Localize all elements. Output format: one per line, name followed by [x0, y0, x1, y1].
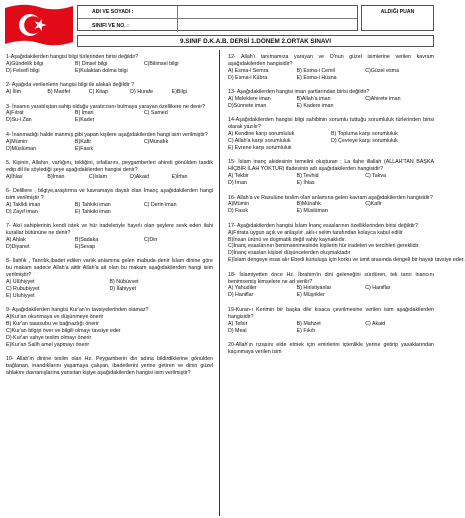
question-block	[6, 356, 213, 377]
answer-option[interactable]: D)Akaid	[130, 173, 150, 180]
question-block	[6, 132, 213, 153]
answer-options	[6, 174, 213, 181]
question-block	[6, 223, 213, 251]
answer-option[interactable]: D) Meal	[228, 327, 247, 334]
answer-option[interactable]: A)Fıtrata uygun açık ve anlaşılır ,aklı-ı selim tarafından kolayca kabul edilir	[228, 229, 403, 236]
question-text: 4- İnanmadığı halde inanmış gibi yapan kişilere aşağıdakilerden hangi isim verilmiştir?	[6, 131, 208, 138]
exam-header	[3, 2, 436, 48]
question-block	[228, 117, 434, 152]
answer-option[interactable]: A) Meleklere iman	[228, 96, 271, 103]
question-block	[228, 195, 434, 216]
question-block	[228, 54, 434, 82]
answer-option[interactable]: E) Müşrikler	[296, 292, 325, 299]
answer-option[interactable]: C) Akaid	[365, 320, 386, 327]
answer-option[interactable]: C)Münafık	[143, 138, 169, 145]
answer-options	[228, 201, 434, 215]
answer-options	[6, 314, 213, 349]
question-text: 20-Allah'ın rızasını elde etmek için emirlerini içtenlikle yerine getirip yasaklarından kaçınmaya verilen isim	[228, 341, 434, 355]
answer-option[interactable]: B) Tahkiki iman	[74, 202, 111, 208]
answer-option[interactable]: C)Güzel esma	[365, 67, 400, 74]
answer-option[interactable]: C)İnanç esaslarının benimsenmesinde kişilerin hür iradeleri ve tercihleri gereklidir	[228, 243, 419, 250]
answer-option[interactable]: C)Bilimsel bilgi	[143, 60, 179, 67]
answer-option[interactable]: E) Tahkiki iman	[74, 208, 111, 215]
answer-option[interactable]: D)Diyanet	[6, 244, 30, 251]
name-field[interactable]	[178, 6, 357, 18]
answer-options	[6, 279, 213, 300]
answer-option[interactable]: E)Bilgi	[171, 89, 187, 96]
question-text: 17- Aşağıdakilerden hangisi İslam İnanç esaslarının özelliklerinden birisi değildir?	[228, 222, 418, 229]
question-text: 19-Kuran-ı Kerimin bir başka dile kısaca çevrilmesine verilen isim aşağıdakilerden hangisidir?	[228, 306, 434, 320]
question-text: 15- İslam inanç akidesinin temelini oluşturan ; La ilahe illallah (ALLAH'TAN BAŞKA HİÇBİR İLAH YOKTUR) ifadesinin adı aşağıdakilerden hangisidir?	[228, 159, 434, 173]
answer-option[interactable]: E) Kadere iman	[296, 102, 334, 109]
question-block	[228, 159, 434, 187]
answer-option[interactable]: C)İslam	[88, 173, 108, 180]
answer-option[interactable]: D) İlahiyyet	[109, 286, 136, 293]
answer-option[interactable]: A)Mümin	[6, 138, 28, 145]
answer-option[interactable]: B) Kur'an taassubu ve bağnazlığı önerir	[6, 321, 99, 328]
answer-option[interactable]: A) Ulûhiyyet	[6, 279, 35, 286]
answer-option[interactable]: D)Sünnete iman	[228, 102, 267, 109]
answer-options	[228, 131, 434, 152]
question-text: 3- İnsanın yaratılıştan sahip olduğu yaratıcısını bulmaya yarayan özellikere ne denir?	[6, 103, 206, 110]
class-field[interactable]	[178, 19, 357, 32]
answer-option[interactable]: A) Tekbir	[228, 173, 249, 180]
left-question-column	[6, 54, 213, 385]
question-block	[6, 307, 213, 348]
answer-options	[228, 229, 465, 265]
answer-option[interactable]: C) Allah'a karşı sorumluluk	[228, 138, 291, 145]
answer-option[interactable]: C)Ahirete iman	[365, 96, 401, 103]
answer-option[interactable]: E)Fasık	[74, 145, 94, 152]
answer-option[interactable]: A)Kur'an okunmaya ve düşünmeye önerir	[6, 314, 104, 321]
question-text: 7- Akıl sahiplerinin kendi istek ve hür iradeleriyle hayırlı olan şeylere sevk eden ilahi kurallar bütününe ne denir?	[6, 223, 213, 237]
answer-option[interactable]: E) İhlas	[296, 180, 315, 187]
answer-option[interactable]: D)İnanç esasları kişisel düşüncelerden oluşmaktadır	[228, 250, 351, 257]
answer-option[interactable]: E)İrfan	[171, 173, 188, 180]
answer-option[interactable]: B) Marifet	[47, 89, 71, 96]
answer-option[interactable]: C)Kur'an bilgiyi över ve bilgili olmayı tavsiye eder	[6, 328, 121, 335]
question-text: 9- Aşağıdakilerden hangisi Kur'an'ın tavsiyelerinden olamaz?	[6, 307, 149, 314]
answer-option[interactable]: D)Su-i Zan	[6, 117, 32, 124]
answer-option[interactable]: C) Samed	[143, 110, 168, 117]
question-block	[6, 160, 213, 181]
answer-option[interactable]: E)Sevap	[74, 244, 96, 251]
answer-option[interactable]: B) Nübüvvet	[109, 279, 139, 286]
answer-option[interactable]: D) İman	[228, 180, 247, 187]
question-block	[228, 222, 465, 264]
answer-option[interactable]: A) Ahlak	[6, 237, 26, 244]
answer-options	[6, 139, 213, 153]
answer-option[interactable]: B) Hıristiyanlar	[296, 285, 332, 292]
answer-option[interactable]: B) Topluma karşı sorumluluk	[331, 131, 398, 138]
answer-option[interactable]: B) Mahzet	[296, 320, 321, 327]
question-text: 1-Aşağıdakilerden hangisi bilgi türlerinden birisi değildir?	[6, 54, 139, 60]
score-box	[361, 5, 434, 31]
answer-options	[228, 285, 434, 299]
question-block	[228, 272, 434, 300]
answer-option[interactable]: D)Müslüman	[6, 145, 37, 152]
answer-options	[6, 61, 213, 75]
class-label: SINIFI VE NO. :	[78, 19, 178, 32]
question-text: 18- İslamiyetten önce Hz. İbrahim'in dini geleneğini sürdüren, tek tanrı inancını benimsemiş kimselere ne ad verilir?	[228, 271, 434, 285]
answer-option[interactable]: E) Evrene karşı sorumluluk	[228, 144, 292, 151]
answer-option[interactable]: E) Müslüman	[296, 208, 328, 215]
question-text: 8- İlahlık , Tanrılık,ibadet edilen varlık anlamına gelen mabuda denir İslam dinine göre bu makam sadece Allah'a aittir Allah'a ait olan bu makam aşağıdakilerden hangi isim verilmiştir?	[6, 258, 213, 279]
answer-options	[228, 173, 434, 187]
question-block	[228, 89, 434, 110]
answer-option[interactable]: B)Kafir	[74, 138, 92, 145]
question-text: 2- Aşağıda verilenlerin hangisi bilgi ile alakalı değildir ?	[6, 82, 135, 89]
question-text: 6- Delillere , bilgiye,araştırma ve kavramaya dayalı olan İmanç aşağıdakilerden hangi isim verilmiştir ?	[6, 188, 213, 202]
score-label: ALDIĞI PUAN	[380, 9, 415, 15]
answer-options	[6, 237, 213, 251]
answer-option[interactable]: E)Kur'an Salih amel yapmayı önerir	[6, 341, 90, 348]
question-block	[6, 104, 213, 125]
answer-option[interactable]: E) Uluhiyyet	[6, 292, 35, 299]
answer-option[interactable]: C) Haniflar	[365, 285, 391, 292]
answer-option[interactable]: B)İnsan ürünü ve dogmatik değil vahiy kaynaklıdır.	[228, 236, 347, 243]
question-text: 10- Allah'ın dinine teslim olan Hz. Peygamberin din adına bildirdiklerine gönülden bağlanan, inandıklarını yaşamaya çalışan, ibadetlerini yerine getiren ve dinin güzel ahlakını davranışlarına yansıtan kişiye aşağıdakilerden hangisi isim verilmiştir?	[6, 356, 213, 377]
answer-option[interactable]: E) Fıkıh	[296, 327, 316, 334]
question-text: 13- Aşağıdakilerden hangisi iman şartlarından birisi değildir?	[228, 89, 370, 96]
question-block	[228, 307, 434, 335]
name-label: ADI VE SOYADI :	[78, 6, 178, 18]
answer-options	[6, 110, 213, 124]
student-info-table	[77, 5, 358, 31]
answer-option[interactable]: A) Esma-i Semra	[228, 67, 269, 74]
answer-options	[6, 202, 213, 216]
answer-option[interactable]: E) Esma-i Hüsna	[296, 74, 337, 81]
answer-option[interactable]: D) Felsefi bilgi	[6, 67, 40, 74]
question-text: 12- Allah'ı tanımamıza yarayan ve O'nun güzel isimlerine verilen kavram aşağıdakilerden hangisidir?	[228, 54, 434, 67]
question-text: 16- Allah'a ve Rasulüne teslim olan anlamına gelen kavram aşağıdakilerden hangisidir?	[228, 194, 433, 201]
turkish-flag-icon	[3, 2, 75, 48]
question-text: 14-Aşağıdakilerden hangisi bilgi sahibinin sorumlu tuttuğu sorumluluk türlerinden birisi olarak yazılır?	[228, 117, 434, 131]
answer-option[interactable]: A) Yahudiler	[228, 285, 257, 292]
answer-option[interactable]: A)İhlas	[6, 173, 23, 180]
question-block	[6, 82, 213, 96]
answer-option[interactable]: C)Din	[143, 237, 158, 244]
answer-option[interactable]: C) Takva	[365, 173, 386, 180]
answer-option[interactable]: E)Kader	[74, 117, 95, 124]
answer-option[interactable]: D) Haniflar	[228, 292, 254, 299]
answer-option[interactable]: A) Tefsir	[228, 320, 248, 327]
column-divider	[219, 50, 220, 516]
answer-option[interactable]: B) Tevhid	[296, 173, 319, 180]
answer-option[interactable]: B) Esma-i Cemil	[296, 67, 335, 74]
answer-option[interactable]: B)Münafık	[296, 201, 321, 208]
answer-option[interactable]: D) Fasık	[228, 208, 249, 215]
answer-option[interactable]: D) Kur'an vahye teslim olmayı önerir	[6, 335, 92, 341]
answer-option[interactable]: C) Kitap	[88, 89, 108, 96]
question-block	[6, 54, 213, 75]
question-block	[6, 258, 213, 299]
answer-option[interactable]: B)Sadaka	[74, 237, 99, 244]
answer-option[interactable]: D) Hurafe	[130, 89, 154, 96]
answer-option[interactable]: A) Taklidi iman	[6, 202, 41, 208]
answer-option[interactable]: E)İslam dengeye esas alır Ebedi kurtuluşa için korku ve ümit arasında dengeli bir hayatı tavsiye eder.	[228, 257, 465, 264]
answer-options	[6, 89, 213, 96]
answer-option[interactable]: B)Allah'a iman	[296, 96, 331, 103]
answer-option[interactable]: A) İlim	[6, 89, 22, 96]
question-text: 5. Kişinin, Allahın, varlığını, tekliğini, sıfatlarını, peygamberleri ahireti gönülden tasdik edip dil ile söylediği şeye aşağıdakilerden hangisi denir?	[6, 159, 213, 173]
answer-option[interactable]: B) İman	[74, 110, 94, 117]
answer-option[interactable]: D) Esma-i Kübra	[228, 74, 268, 81]
answer-option[interactable]: A)Mümin	[228, 201, 250, 208]
answer-option[interactable]: B) Dinsel bilgi	[74, 60, 108, 67]
answer-option[interactable]: C)Kafir	[365, 201, 382, 208]
exam-title: 9.SINIF D.K.A.B. DERSİ 1.DÖNEM 2.ORTAK SINAVI	[77, 35, 434, 47]
answer-option[interactable]: A)Gündelik bilgi	[6, 60, 44, 67]
question-block	[6, 188, 213, 216]
answer-option[interactable]: C) Rububiyyet	[6, 286, 40, 293]
answer-option[interactable]: C) Derin iman	[143, 202, 177, 208]
answer-option[interactable]: D) Çevreye karşı sorumluluk	[331, 138, 398, 145]
answer-options	[228, 96, 434, 110]
answer-option[interactable]: A) Kendine karşı sorumluluk	[228, 131, 295, 138]
answer-options	[228, 68, 434, 82]
answer-options	[228, 321, 434, 335]
answer-option[interactable]: E)Kulaktan dolma bilgi	[74, 67, 128, 74]
question-block	[228, 342, 434, 356]
right-question-column	[228, 54, 465, 363]
answer-option[interactable]: D) Zayıf iman	[6, 208, 38, 215]
answer-option[interactable]: B)İman	[47, 173, 65, 180]
answer-option[interactable]: A)Fıtrat	[6, 110, 24, 117]
